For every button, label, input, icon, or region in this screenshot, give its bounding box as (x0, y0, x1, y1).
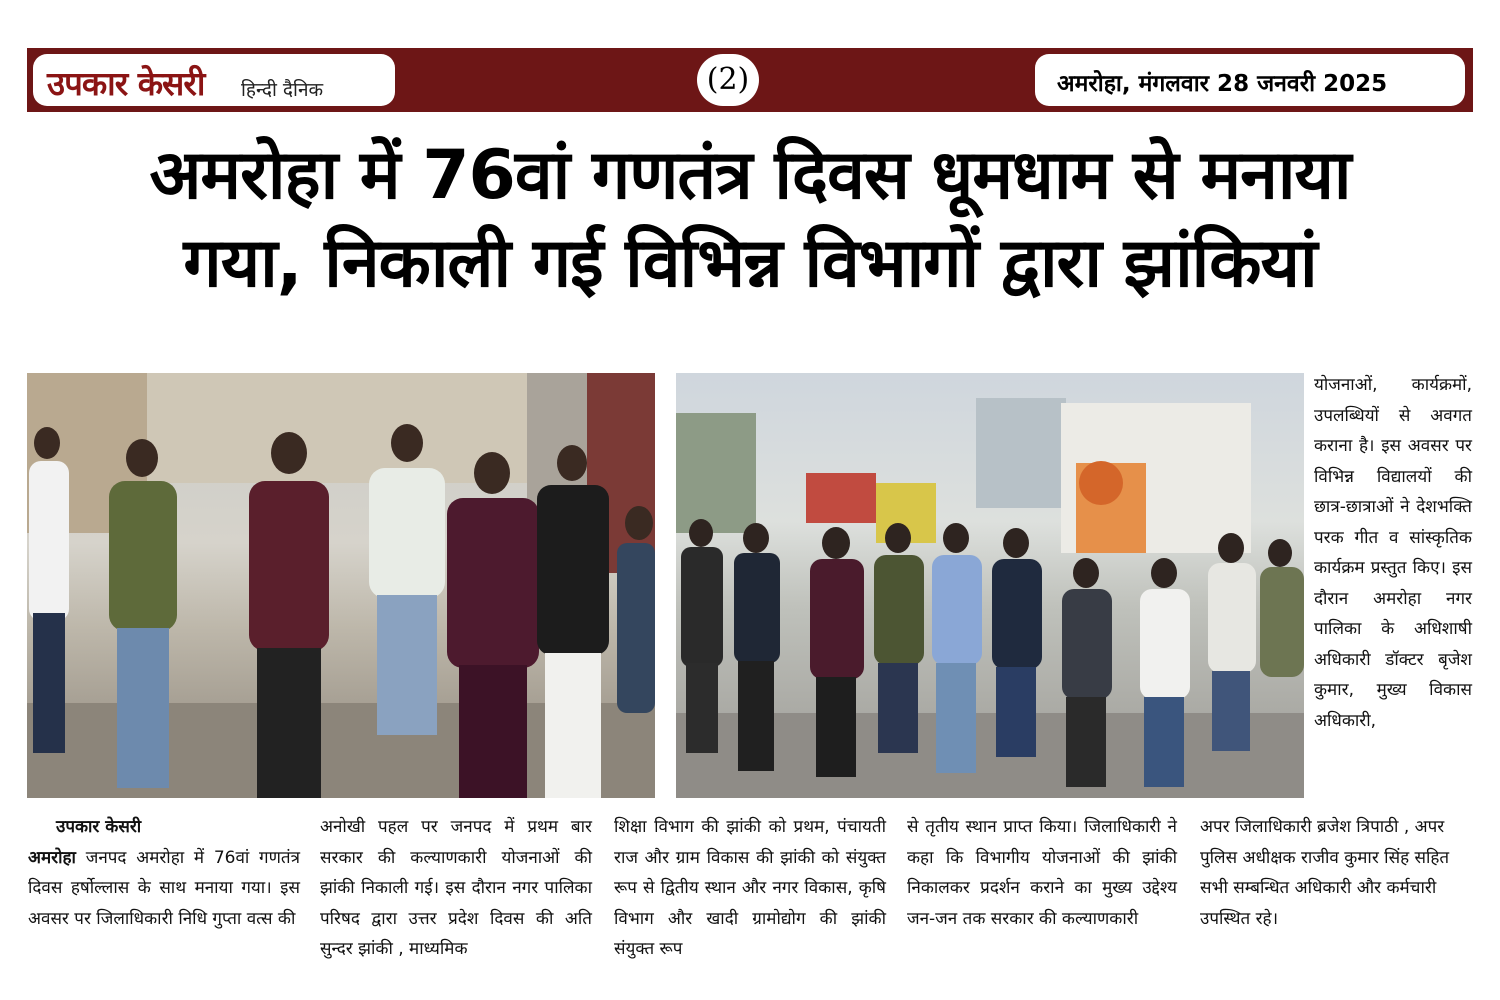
officials-walking-photo (27, 373, 655, 798)
dateline: अमरोहा, मंगलवार 28 जनवरी 2025 (1057, 71, 1388, 97)
page-number: (2) (706, 62, 750, 97)
side-column-text (1314, 370, 1472, 736)
lead-place: अमरोहा (28, 847, 76, 868)
dateline-box (1035, 54, 1465, 106)
article-col1-text: जनपद अमरोहा में 76वां गणतंत्र दिवस हर्षोल्लास के साथ मनाया गया। इस अवसर पर जिलाधिकारी निधि गुप्ता वत्स की (28, 847, 300, 929)
article-column-3 (614, 812, 886, 965)
headline-line-1: अमरोहा में 76वां गणतंत्र दिवस धूमधाम से मनाया (149, 136, 1351, 215)
photo-illustration-2 (676, 373, 1304, 798)
headline (30, 132, 1470, 308)
paper-name-box (33, 54, 395, 106)
article-col4-text: से तृतीय स्थान प्राप्त किया। जिलाधिकारी ने कहा कि विभागीय योजनाओं की झांकी निकालकर प्रदर्शन कराने का मुख्य उद्देश्य जन-जन तक सरकार की कल्याणकारी (907, 817, 1177, 929)
article-col1-paragraph (28, 843, 300, 935)
article-col5-text: अपर जिलाधिकारी ब्रजेश त्रिपाठी , अपर पुलिस अधीक्षक राजीव कुमार सिंह सहित सभी सम्बन्धित अधिकारी और कर्मचारी उपस्थित रहे। (1200, 817, 1450, 929)
article-column-4 (907, 812, 1177, 934)
article-col3-text: शिक्षा विभाग की झांकी को प्रथम, पंचायती राज और ग्राम विकास की झांकी को संयुक्त रूप से द्वितीय स्थान और नगर विकास, कृषि विभाग और खादी ग्रामोद्योग की झांकी संयुक्त रूप (614, 817, 886, 959)
byline: उपकार केसरी (56, 817, 142, 837)
headline-line-2: गया, निकाली गई विभिन्न विभागों द्वारा झांकियां (183, 224, 1317, 303)
article-column-1 (28, 812, 300, 934)
paper-name: उपकार केसरी (47, 64, 205, 103)
republic-day-procession-photo (676, 373, 1304, 798)
page-number-box (697, 54, 759, 106)
article-column-2 (320, 812, 592, 965)
article-col2-text: अनोखी पहल पर जनपद में प्रथम बार सरकार की कल्याणकारी योजनाओं की झांकी निकाली गई। इस दौरान नगर पालिका परिषद द्वारा उत्तर प्रदेश दिवस की अति सुन्दर झांकी , माध्यमिक (320, 817, 592, 959)
masthead-bar (27, 48, 1473, 112)
side-column-paragraph: योजनाओं, कार्यक्रमों, उपलब्धियों से अवगत कराना है। इस अवसर पर विभिन्न विद्यालयों की छात्र-छात्राओं ने देशभक्ति परक गीत व सांस्कृतिक कार्यक्रम प्रस्तुत किए। इस दौरान अमरोहा नगर पालिका के अधिशाषी अधिकारी डॉक्टर बृजेश कुमार, मुख्य विकास अधिकारी, (1314, 375, 1472, 731)
paper-type: हिन्दी दैनिक (241, 79, 324, 101)
photo-illustration-1 (27, 373, 655, 798)
article-column-5 (1200, 812, 1472, 934)
